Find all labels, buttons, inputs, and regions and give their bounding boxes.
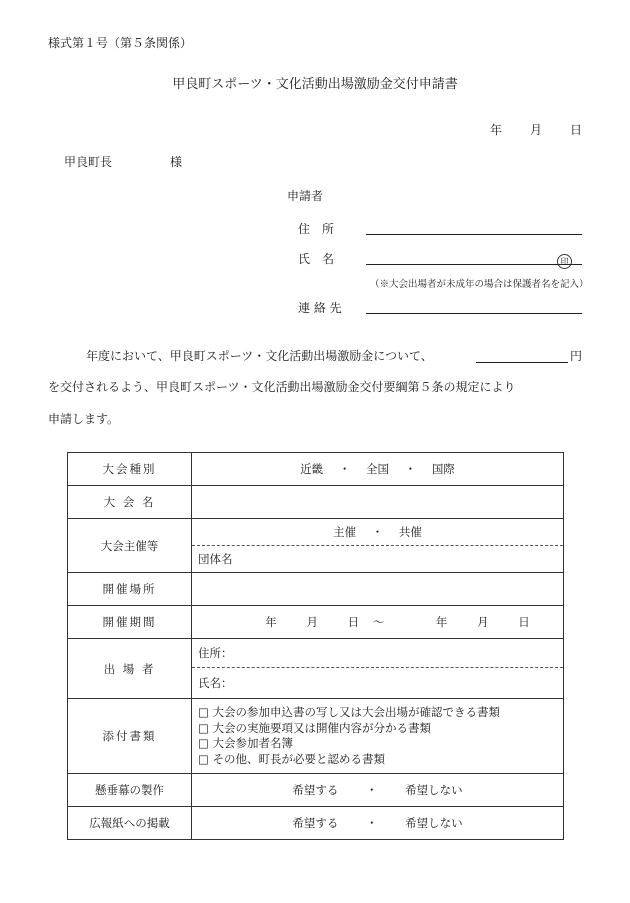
- addressee: 甲良町長: [64, 155, 113, 169]
- guardian-note: （※大会出場者が未成年の場合は保護者名を記入）: [370, 279, 589, 290]
- address-line[interactable]: [366, 234, 582, 235]
- document-checkbox-4[interactable]: □ その他、町長が必要と認める書類: [198, 751, 386, 766]
- host-label: 大会主催等: [68, 519, 192, 573]
- separator: ・: [371, 525, 384, 539]
- yen-unit: 円: [570, 349, 583, 363]
- applicant-heading: 申請者: [287, 189, 324, 203]
- newsletter-options[interactable]: [192, 807, 564, 840]
- table-row: [68, 774, 564, 807]
- period-start-year: 年: [265, 615, 277, 629]
- seal-mark: 印: [557, 254, 572, 269]
- separator: ・: [366, 783, 378, 797]
- newsletter-wish-no[interactable]: 希望しない: [405, 816, 463, 830]
- separator: ・: [404, 462, 417, 476]
- application-table: [67, 452, 564, 840]
- type-options[interactable]: [192, 453, 564, 486]
- table-row: [68, 639, 564, 668]
- form-title: 甲良町スポーツ・文化活動出場激励金交付申請書: [172, 77, 458, 92]
- banner-label: 懸垂幕の製作: [68, 774, 192, 807]
- paragraph-line-3: 申請します。: [48, 412, 120, 426]
- option-cohost[interactable]: 共催: [398, 525, 422, 539]
- host-options[interactable]: [192, 519, 564, 546]
- period-start-day: 日: [347, 615, 360, 629]
- option-kinki[interactable]: 近畿: [300, 462, 324, 476]
- period-field[interactable]: [192, 606, 564, 639]
- document-checkbox-3[interactable]: □ 大会参加者名簿: [198, 736, 294, 750]
- table-row: [68, 453, 564, 486]
- newsletter-wish-yes[interactable]: 希望する: [292, 816, 339, 830]
- event-name-field[interactable]: [192, 486, 564, 519]
- banner-options[interactable]: [192, 774, 564, 807]
- period-start-month: 月: [306, 615, 318, 629]
- table-row: [68, 606, 564, 639]
- contact-label: 連 絡 先: [298, 301, 342, 315]
- venue-label: 開催場所: [68, 573, 192, 606]
- document-checkbox-2[interactable]: □ 大会の実施要項又は開催内容が分かる書類: [198, 720, 432, 735]
- separator: ・: [366, 816, 378, 830]
- paragraph-line-2: を交付されるよう、甲良町スポーツ・文化活動出場激励金交付要綱第５条の規定により: [48, 380, 516, 394]
- date-month: 月: [530, 123, 543, 137]
- venue-field[interactable]: [192, 573, 564, 606]
- contact-line[interactable]: [366, 313, 582, 314]
- table-row: [68, 573, 564, 606]
- organization-label: 団体名: [198, 552, 233, 566]
- period-end-year: 年: [435, 615, 448, 629]
- participant-address-label: 住所：: [198, 646, 233, 660]
- participant-label: 出 場 者: [68, 639, 192, 699]
- option-host[interactable]: 主催: [333, 525, 357, 539]
- organization-field[interactable]: [192, 546, 564, 573]
- documents-label: 添付書類: [68, 699, 192, 774]
- table-row: [68, 486, 564, 519]
- table-row: [68, 807, 564, 840]
- document-checkbox-1[interactable]: □ 大会の参加申込書の写し又は大会出場が確認できる書類: [198, 705, 501, 719]
- participant-name-field[interactable]: [192, 668, 564, 699]
- paragraph-line-1: 年度において、甲良町スポーツ・文化活動出場激励金について、: [86, 349, 433, 363]
- period-tilde: ～: [372, 615, 385, 629]
- option-national[interactable]: 全国: [366, 462, 389, 476]
- name-label: 氏 名: [298, 252, 335, 266]
- separator: ・: [338, 462, 351, 476]
- name-line[interactable]: [366, 264, 582, 265]
- period-end-day: 日: [518, 615, 530, 629]
- newsletter-label: 広報紙への掲載: [68, 807, 192, 840]
- date-year: 年: [490, 123, 503, 137]
- form-number: 様式第１号（第５条関係）: [48, 36, 193, 50]
- participant-name-label: 氏名：: [198, 676, 233, 690]
- honorific: 様: [170, 155, 183, 169]
- period-end-month: 月: [477, 615, 489, 629]
- banner-wish-yes[interactable]: 希望する: [292, 783, 339, 797]
- participant-address-field[interactable]: [192, 639, 564, 668]
- type-label: 大会種別: [68, 453, 192, 486]
- date-day: 日: [570, 123, 583, 137]
- option-international[interactable]: 国際: [431, 462, 455, 476]
- table-row: [68, 699, 564, 774]
- event-name-label: 大 会 名: [68, 486, 192, 519]
- amount-line[interactable]: [476, 362, 568, 363]
- documents-list: [192, 699, 564, 774]
- table-row: [68, 519, 564, 546]
- address-label: 住 所: [298, 222, 335, 236]
- banner-wish-no[interactable]: 希望しない: [405, 783, 463, 797]
- period-label: 開催期間: [68, 606, 192, 639]
